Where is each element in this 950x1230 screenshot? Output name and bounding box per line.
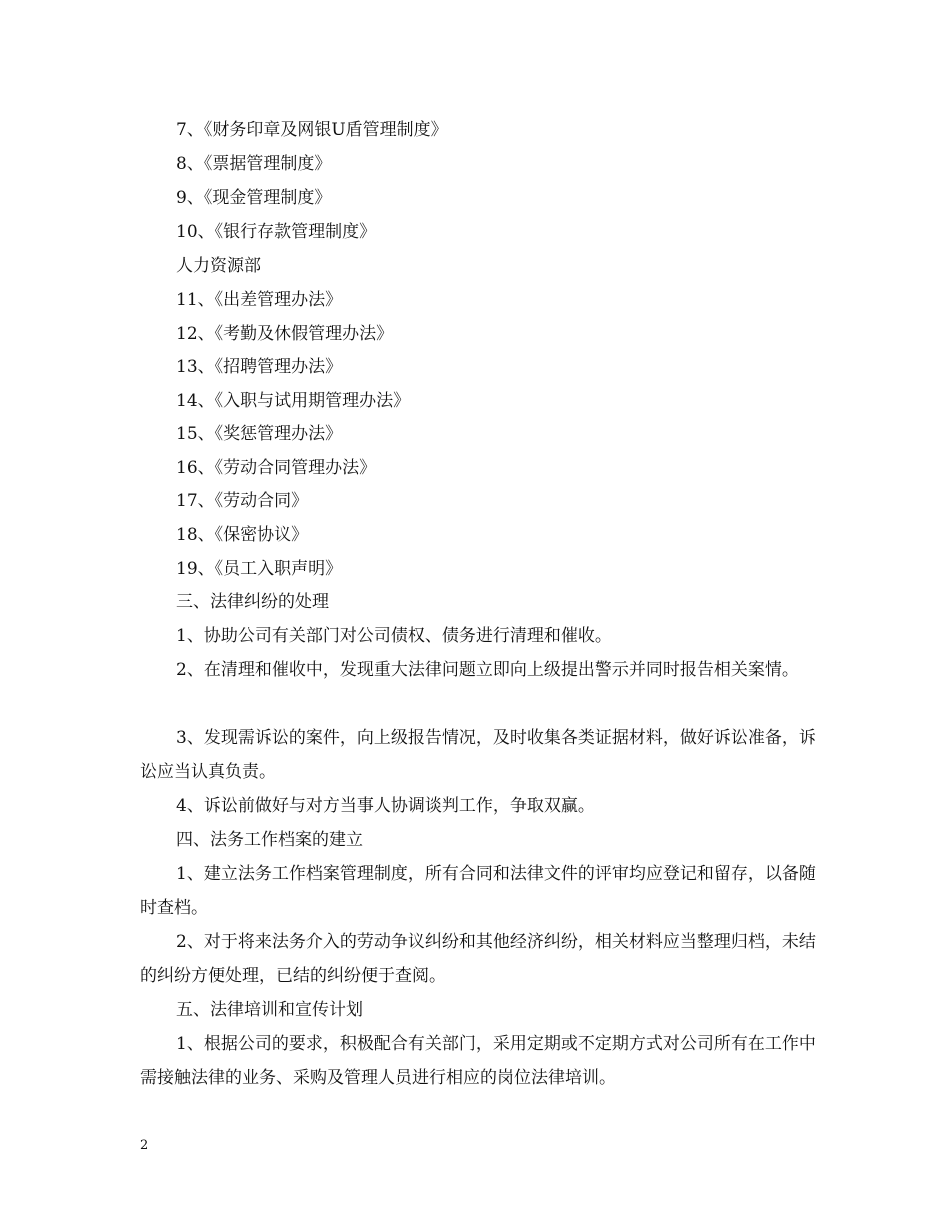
list-item: 13、《招聘管理办法》	[176, 357, 343, 377]
list-item: 9、《现金管理制度》	[176, 188, 332, 208]
list-item: 15、《奖惩管理办法》	[176, 424, 343, 444]
list-item: 17、《劳动合同》	[176, 491, 309, 511]
body-paragraph: 1、建立法务工作档案管理制度，所有合同和法律文件的评审均应登记和留存，以备随时查档。	[140, 864, 816, 918]
body-paragraph: 1、根据公司的要求，积极配合有关部门，采用定期或不定期方式对公司所有在工作中需接触法律的业务、采购及管理人员进行相应的岗位法律培训。	[140, 1034, 816, 1088]
body-paragraph: 2、对于将来法务介入的劳动争议纠纷和其他经济纠纷，相关材料应当整理归档，未结的纠纷方便处理，已结的纠纷便于查阅。	[140, 932, 816, 986]
section-heading: 四、法务工作档案的建立	[176, 830, 363, 850]
body-paragraph: 3、发现需诉讼的案件，向上级报告情况，及时收集各类证据材料，做好诉讼准备，诉讼应当认真负责。	[140, 728, 816, 782]
list-item: 19、《员工入职声明》	[176, 559, 343, 579]
page-number: 2	[140, 1138, 149, 1153]
list-item: 14、《入职与试用期管理办法》	[176, 391, 411, 411]
body-paragraph: 1、协助公司有关部门对公司债权、债务进行清理和催收。	[176, 626, 612, 646]
list-item: 8、《票据管理制度》	[176, 154, 332, 174]
list-item: 16、《劳动合同管理办法》	[176, 458, 377, 478]
body-paragraph: 4、诉讼前做好与对方当事人协调谈判工作，争取双赢。	[176, 796, 595, 816]
body-paragraph: 2、在清理和催收中，发现重大法律问题立即向上级提出警示并同时报告相关案情。	[176, 660, 799, 680]
section-heading: 五、法律培训和宣传计划	[176, 1000, 363, 1020]
section-heading: 三、法律纠纷的处理	[176, 592, 329, 612]
list-item: 11、《出差管理办法》	[176, 290, 343, 310]
list-item: 10、《银行存款管理制度》	[176, 222, 377, 242]
list-item: 7、《财务印章及网银U盾管理制度》	[176, 120, 448, 140]
list-item: 12、《考勤及休假管理办法》	[176, 324, 394, 344]
section-heading: 人力资源部	[176, 256, 261, 276]
list-item: 18、《保密协议》	[176, 525, 309, 545]
